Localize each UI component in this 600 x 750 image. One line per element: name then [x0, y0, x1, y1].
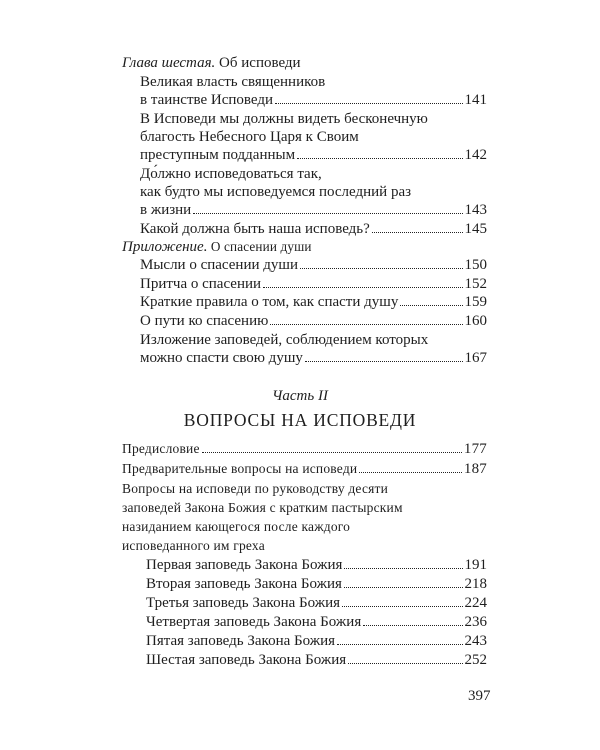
dot-leader	[359, 471, 462, 473]
toc-entry[interactable]	[146, 556, 487, 574]
toc-page-number: 243	[464, 633, 487, 649]
toc-entry-label: Мысли о спасении души	[140, 257, 298, 273]
page-number: 397	[468, 688, 491, 704]
toc-entry-label: Какой должна быть наша исповедь?	[140, 221, 370, 237]
dot-leader	[297, 157, 462, 159]
toc-entry[interactable]	[146, 594, 487, 612]
toc-page-number: 187	[463, 461, 487, 477]
toc-entry[interactable]	[146, 613, 487, 631]
toc-page-number: 159	[464, 294, 487, 310]
toc-page-number: 236	[464, 614, 487, 630]
dot-leader	[363, 624, 462, 626]
toc-entry[interactable]	[140, 146, 487, 164]
toc-entry-text: До́лжно исповедоваться так,	[140, 166, 322, 182]
dot-leader	[348, 662, 462, 664]
toc-entry[interactable]	[140, 293, 487, 311]
part-label: Часть II	[272, 388, 328, 404]
dot-leader	[202, 451, 462, 453]
toc-page-number: 142	[464, 147, 487, 163]
toc-entry[interactable]	[140, 220, 487, 238]
toc-entry[interactable]	[140, 91, 487, 109]
toc-page-number: 141	[464, 92, 487, 108]
toc-entry[interactable]	[146, 651, 487, 669]
toc-entry[interactable]	[146, 632, 487, 650]
toc-entry-label: можно спасти свою душу	[140, 350, 303, 366]
dot-leader	[193, 212, 462, 214]
toc-entry[interactable]	[140, 349, 487, 367]
chapter-heading-title: Об исповеди	[215, 55, 301, 71]
toc-entry-label: Первая заповедь Закона Божия	[146, 557, 343, 573]
dot-leader	[263, 286, 462, 288]
toc-entry[interactable]	[140, 201, 487, 219]
toc-entry[interactable]	[140, 275, 487, 293]
toc-entry-label: преступным подданным	[140, 147, 296, 163]
toc-page-number: 252	[464, 652, 487, 668]
dot-leader	[344, 586, 463, 588]
appendix-heading-label: Приложение.	[122, 239, 208, 255]
toc-page-number: 177	[463, 441, 487, 457]
dot-leader	[305, 360, 463, 362]
toc-page-number: 160	[464, 313, 487, 329]
toc-page-number: 152	[464, 276, 487, 292]
toc-page-number: 145	[464, 221, 487, 237]
dot-leader	[270, 323, 462, 325]
part-title: ВОПРОСЫ НА ИСПОВЕДИ	[183, 410, 417, 430]
toc-entry[interactable]	[140, 312, 487, 330]
dot-leader	[400, 304, 462, 306]
toc-entry-label: Четвертая заповедь Закона Божия	[146, 614, 362, 630]
toc-entry[interactable]	[122, 460, 487, 478]
toc-entry-text: Великая власть священников	[140, 74, 326, 90]
toc-entry-label: Предварительные вопросы на исповеди	[122, 461, 358, 476]
toc-entry[interactable]	[146, 575, 487, 593]
dot-leader	[337, 643, 462, 645]
toc-page-number: 143	[464, 202, 487, 218]
toc-entry-text: назиданием кающегося после каждого	[122, 519, 351, 534]
toc-entry-text: В Исповеди мы должны видеть бесконечную	[140, 111, 428, 127]
toc-page-number: 191	[464, 557, 487, 573]
appendix-heading-title: О спасении души	[207, 239, 312, 254]
toc-entry-text: благость Небесного Царя к Своим	[140, 129, 359, 145]
toc-entry-label: Шестая заповедь Закона Божия	[146, 652, 347, 668]
toc-entry[interactable]	[140, 256, 487, 274]
toc-entry-label: Предисловие	[122, 441, 200, 456]
toc-entry-label: в жизни	[140, 202, 192, 218]
toc-entry-text: Изложение заповедей, соблюдением которых	[140, 332, 429, 348]
chapter-heading	[122, 54, 301, 72]
toc-page-number: 224	[464, 595, 487, 611]
toc-entry-label: в таинстве Исповеди	[140, 92, 274, 108]
dot-leader	[372, 231, 463, 233]
toc-page-number: 167	[464, 350, 487, 366]
toc-entry[interactable]	[122, 440, 487, 458]
dot-leader	[344, 567, 462, 569]
toc-entry-text: Вопросы на исповеди по руководству десяти	[122, 481, 389, 496]
dot-leader	[275, 102, 462, 104]
toc-page-number: 218	[464, 576, 487, 592]
chapter-heading-label: Глава шестая.	[122, 55, 216, 71]
dot-leader	[342, 605, 462, 607]
dot-leader	[300, 267, 463, 269]
toc-entry-label: Притча о спасении	[140, 276, 262, 292]
toc-entry-text: как будто мы исповедуемся последний раз	[140, 184, 412, 200]
toc-entry-label: Вторая заповедь Закона Божия	[146, 576, 342, 592]
toc-entry-label: Краткие правила о том, как спасти душу	[140, 294, 399, 310]
toc-entry-text: исповеданного им греха	[122, 538, 265, 553]
toc-entry-text: заповедей Закона Божия с кратким пастырским	[122, 500, 403, 515]
toc-entry-label: Пятая заповедь Закона Божия	[146, 633, 336, 649]
toc-page-number: 150	[464, 257, 487, 273]
toc-entry-label: Третья заповедь Закона Божия	[146, 595, 341, 611]
toc-entry-label: О пути ко спасению	[140, 313, 269, 329]
appendix-heading	[122, 238, 312, 256]
